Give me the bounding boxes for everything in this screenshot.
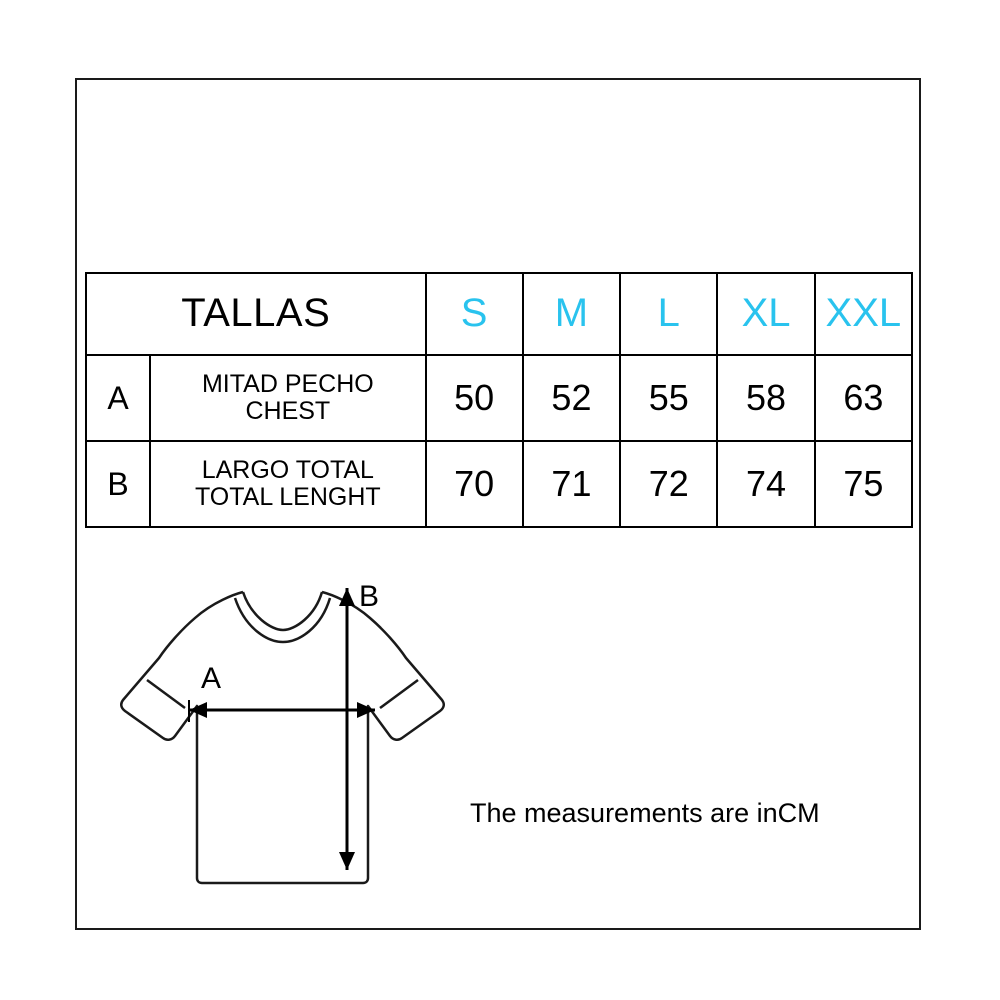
tshirt-icon — [85, 540, 913, 920]
table-row — [86, 441, 912, 527]
chest-value-xxl: 63 — [815, 355, 912, 441]
measure-arrow-b — [339, 588, 355, 870]
chest-value-s: 50 — [426, 355, 523, 441]
diagram-label-a: A — [201, 662, 222, 695]
row-name-chest — [150, 355, 425, 441]
row-letter-a: A — [86, 355, 150, 441]
length-value-s: 70 — [426, 441, 523, 527]
size-header-xl: XL — [717, 273, 814, 355]
length-value-xxl: 75 — [815, 441, 912, 527]
row-name-chest-line1: MITAD PECHO — [201, 370, 374, 398]
row-name-length — [150, 441, 425, 527]
table-header-row — [86, 273, 912, 355]
size-header-s: S — [426, 273, 523, 355]
length-value-xl: 74 — [717, 441, 814, 527]
diagram-label-b: B — [359, 580, 380, 613]
size-header-m: M — [523, 273, 620, 355]
chest-value-xl: 58 — [717, 355, 814, 441]
chest-value-l: 55 — [620, 355, 717, 441]
chest-value-m: 52 — [523, 355, 620, 441]
table-title-cell: TALLAS — [86, 273, 426, 355]
row-name-chest-line2: CHEST — [245, 397, 331, 425]
shirt-diagram-area — [85, 540, 913, 920]
table-row — [86, 355, 912, 441]
size-header-l: L — [620, 273, 717, 355]
measurement-units-note: The measurements are inCM — [470, 798, 820, 828]
row-name-length-line2: TOTAL LENGHT — [194, 483, 381, 511]
row-letter-b: B — [86, 441, 150, 527]
size-header-xxl: XXL — [815, 273, 912, 355]
row-name-length-line1: LARGO TOTAL — [201, 456, 374, 484]
length-value-l: 72 — [620, 441, 717, 527]
length-value-m: 71 — [523, 441, 620, 527]
size-table — [85, 272, 913, 528]
